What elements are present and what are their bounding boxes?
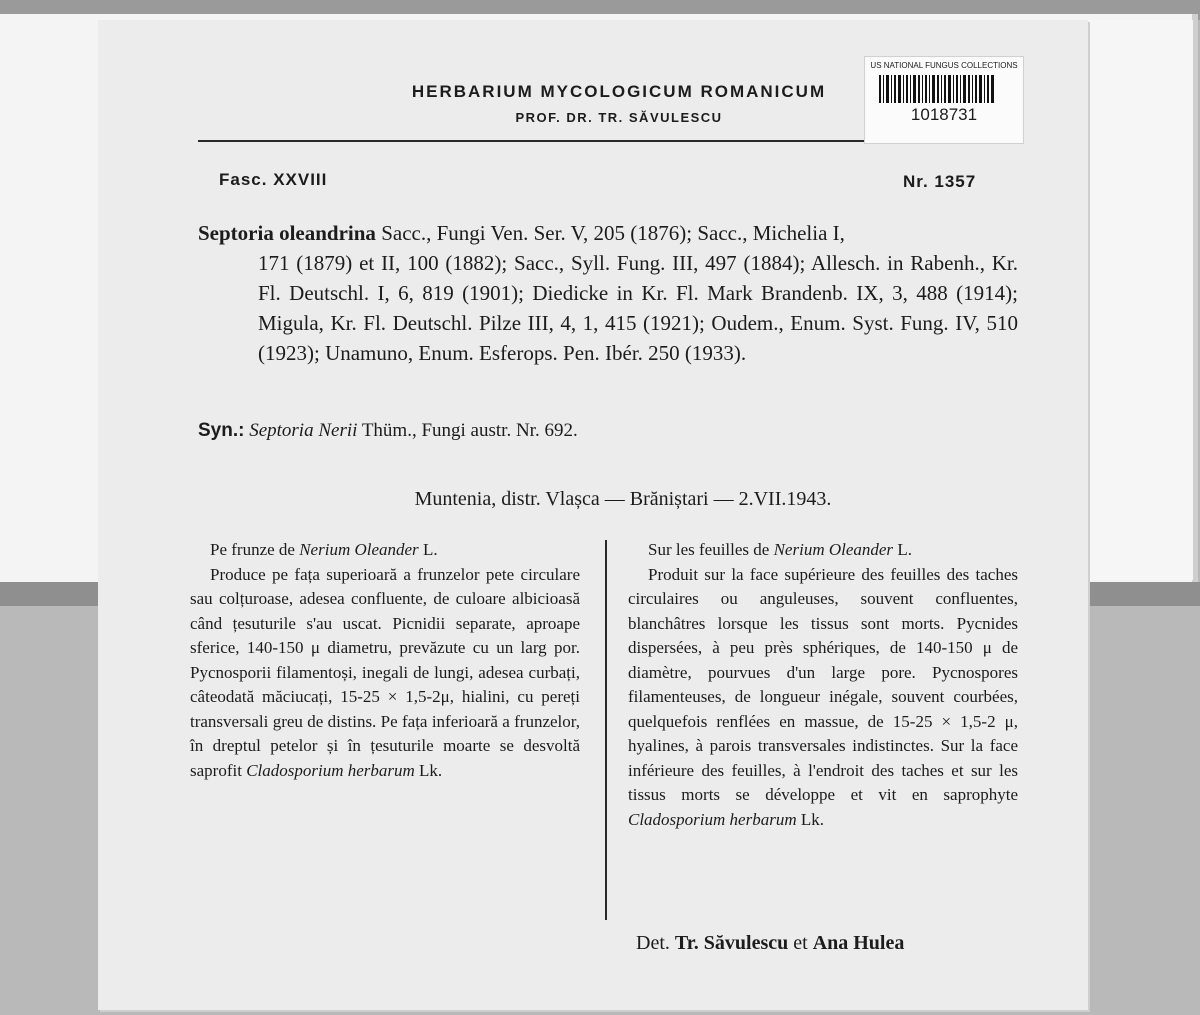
citation-rest: 171 (1879) et II, 100 (1882); Sacc., Syll. Fung. III, 497 (1884); Allesch. in Rabenh., Kr. Fl. Deutschl. I, 6, 819 (1901); Diedicke in Kr. Fl. Mark Brandenb. IX, 3, 488 (1914); Migula, Kr. Fl. Deutschl. Pilze III, 4, 1, 415 (1921); Oudem., Enum. Syst. Fung. IV, 510 (1923); Unamuno, Enum. Esferops. Pen. Ibér. 250 (1933).	[258, 251, 1018, 365]
header-title: HERBARIUM MYCOLOGICUM ROMANICUM	[411, 82, 827, 101]
det-conjunction: et	[793, 932, 808, 954]
barcode-icon	[879, 75, 1009, 103]
envelope-flap	[1085, 20, 1193, 580]
romanian-host-name: Nerium Oleander	[299, 540, 419, 559]
synonym	[198, 420, 578, 442]
french-body	[628, 563, 1018, 833]
french-description	[628, 538, 1018, 832]
species-name: Septoria oleandrina	[198, 221, 376, 245]
det-name-1: Tr. Săvulescu	[674, 932, 789, 954]
french-saprophyte: Cladosporium herbarum	[628, 809, 797, 829]
barcode-sticker	[864, 56, 1024, 144]
determination	[636, 932, 904, 955]
romanian-description	[190, 538, 580, 783]
romanian-text: Produce pe fața superioară a frunzelor pete circulare sau colțuroase, adesea confluente, de culoare albicioasă când țesuturile s'au uscat. Picnidii separate, aproape sferice, 140-150 μ diametru, prevăzute cu un larg por. Pycnosporii filamentoși, inegali de lungi, adesea curbați, câteodată măciucați, 15-25 × 1,5-2μ, hialini, cu pereți transversali greu de distins. Pe fața inferioară a frunzelor, în dreptul petelor și în țesuturile moarte se desvoltă saprofit	[190, 564, 580, 780]
specimen-number: Nr. 1357	[903, 172, 977, 191]
barcode-institution: US NATIONAL FUNGUS COLLECTIONS	[870, 61, 1018, 70]
french-host-name: Nerium Oleander	[773, 540, 894, 559]
barcode-number: 1018731	[910, 105, 978, 124]
romanian-saprophyte: Cladosporium herbarum	[246, 760, 415, 780]
romanian-body	[190, 563, 580, 784]
synonym-name: Septoria Nerii	[249, 420, 358, 441]
synonym-label: Syn.:	[198, 420, 245, 441]
french-text: Produit sur la face supérieure des feuilles des taches circulaires ou anguleuses, souvent confluentes, blanchâtres lorsque les tissus sont morts. Pycnides dispersées, à peu près sphériques, de 140-150 μ de diamètre, pourvues d'un large pore. Pycnospores filamenteuses, de longueur inégale, souvent courbées, quelquefois renflées en massue, de 15-25 × 1,5-2 μ, hyalines, à parois transversales indistinctes. Sur la face inférieure des feuilles, à l'endroit des taches et sur les tissus morts se développe et vit en saprophyte	[628, 564, 1018, 804]
french-saprophyte-author: Lk.	[800, 809, 824, 829]
citation	[198, 218, 1018, 368]
header-subtitle: PROF. DR. TR. SĂVULESCU	[515, 110, 723, 125]
herbarium-label	[98, 20, 1088, 1010]
romanian-host	[190, 538, 580, 563]
locality: Muntenia, distr. Vlașca — Brăniștari — 2.VII.1943.	[414, 488, 832, 510]
french-host-suffix: L.	[897, 540, 912, 559]
det-prefix: Det.	[636, 932, 670, 954]
fascicle: Fasc. XXVIII	[219, 170, 328, 189]
synonym-rest: Thüm., Fungi austr. Nr. 692.	[361, 420, 578, 441]
french-host-prefix: Sur les feuilles de	[648, 540, 770, 559]
romanian-host-prefix: Pe frunze de	[210, 540, 295, 559]
french-host	[628, 538, 1018, 563]
det-name-2: Ana Hulea	[812, 932, 905, 954]
column-divider	[605, 540, 607, 920]
romanian-host-suffix: L.	[422, 540, 438, 559]
citation-first-line: Sacc., Fungi Ven. Ser. V, 205 (1876); Sacc., Michelia I,	[381, 221, 845, 245]
romanian-saprophyte-author: Lk.	[419, 760, 443, 780]
